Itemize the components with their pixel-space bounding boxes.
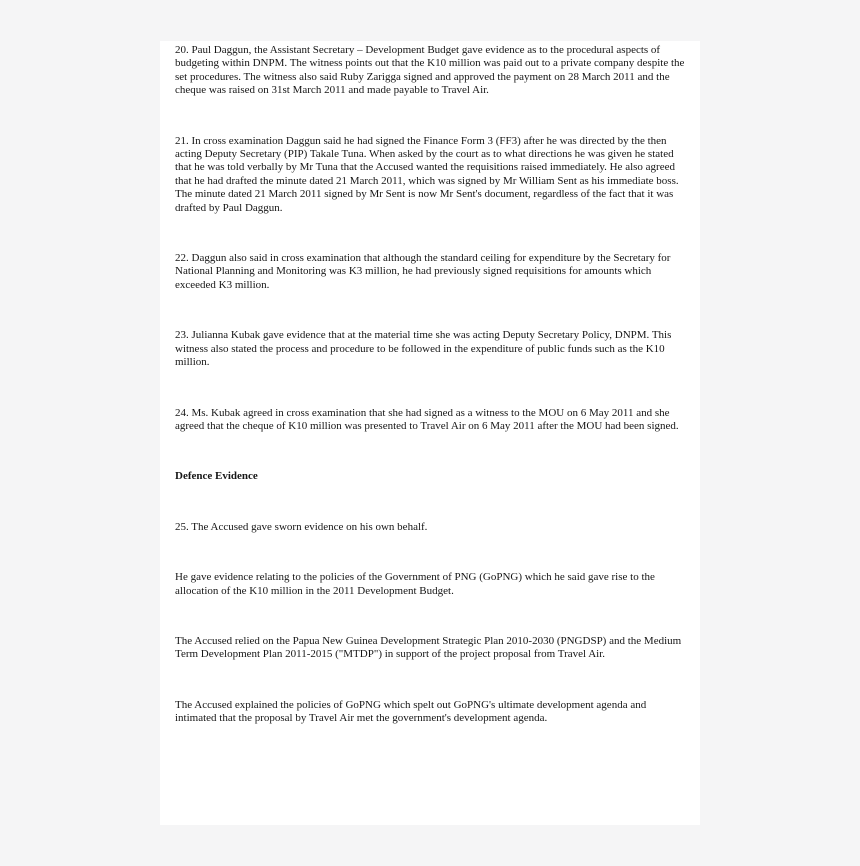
paragraph-22-expenditure-ceiling: 22. Daggun also said in cross examination that although the standard ceiling for expenditure by the Secretary for National Planning and Monitoring was K3 million, he had previously signed requisitions for amounts which exceeded K3 million.: [175, 252, 671, 291]
paragraph-development-plans: The Accused relied on the Papua New Guinea Development Strategic Plan 2010-2030 (PNGDSP) and the Medium Term Development Plan 2011-2015 ("MTDP") in support of the project proposal from Travel Air.: [175, 634, 682, 661]
paragraph-20-paul-daggun-evidence: 20. Paul Daggun, the Assistant Secretary – Development Budget gave evidence as to the procedural aspects of budgeting within DNPM. The witness points out that the K10 million was paid out to a private company despite the set procedures. The witness also said Ruby Zarigga signed and approved the payment on 28 March 2011 and the cheque was raised on 31st March 2011 and made payable to Travel Air.: [175, 44, 685, 97]
paragraph-24-kubak-cross-examination: 24. Ms. Kubak agreed in cross examination that she had signed as a witness to the MOU on 6 May 2011 and she agreed that the cheque of K10 million was presented to Travel Air on 6 May 2011 after the MOU had been signed.: [175, 406, 679, 432]
paragraph-gopng-policies: He gave evidence relating to the policies of the Government of PNG (GoPNG) which he said gave rise to the allocation of the K10 million in the 2011 Development Budget.: [175, 571, 655, 597]
paragraph-25-accused-sworn-evidence: 25. The Accused gave sworn evidence on his own behalf.: [175, 520, 428, 533]
paragraph-21-cross-examination-daggun: 21. In cross examination Daggun said he had signed the Finance Form 3 (FF3) after he was directed by the then acting Deputy Secretary (PIP) Takale Tuna. When asked by the court as to what directions he was given he stated that he was told verbally by Mr Tuna that the Accused wanted the requisitions raised immediately. He also agreed that he had drafted the minute dated 21 March 2011, which was signed by Mr William Sent as his immediate boss. The minute dated 21 March 2011 signed by Mr Sent is now Mr Sent's document, regardless of the fact that it was drafted by Paul Daggun.: [175, 134, 679, 214]
section-heading-defence-evidence: Defence Evidence: [175, 470, 258, 483]
document-page: [160, 41, 700, 825]
paragraph-development-agenda: The Accused explained the policies of GoPNG which spelt out GoPNG's ultimate development agenda and intimated that the proposal by Travel Air met the government's development agenda.: [175, 698, 647, 725]
paragraph-23-julianna-kubak-evidence: 23. Julianna Kubak gave evidence that at the material time she was acting Deputy Secretary Policy, DNPM. This witness also stated the process and procedure to be followed in the expenditure of public funds such as the K10 million.: [175, 329, 672, 369]
